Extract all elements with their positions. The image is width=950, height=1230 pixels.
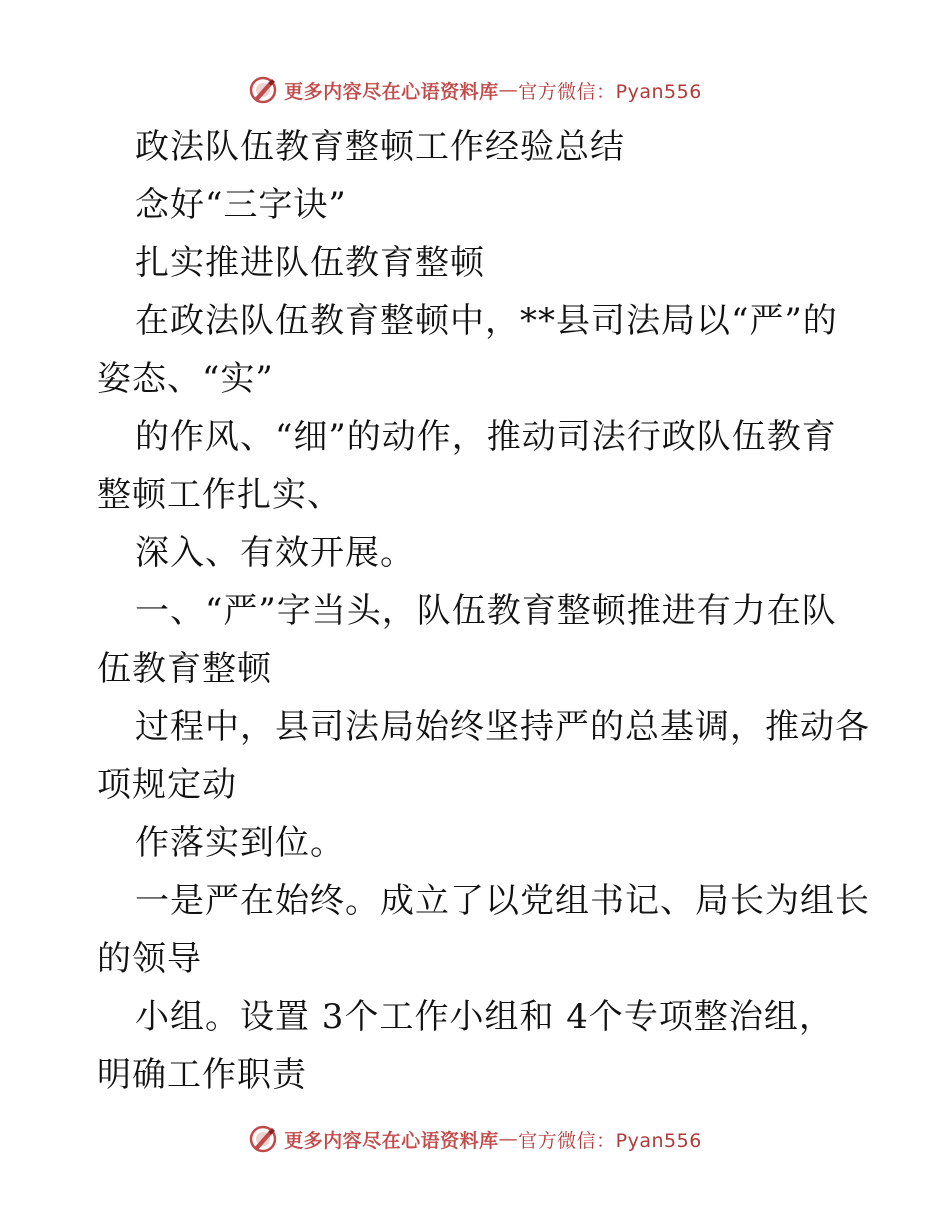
document-body [97,118,870,1104]
text-line: 姿态、“实” [97,359,274,399]
text-line: 小组。设置 3个工作小组和 4个专项整治组， [135,997,834,1037]
watermark-wechat-text: 官方微信：Pyan556 [518,1129,702,1152]
pen-logo-icon [248,1124,278,1154]
watermark-separator: — [498,79,519,101]
footer-watermark [0,1121,950,1157]
text-line: 作落实到位。 [135,823,345,863]
text-line: 扎实推进队伍教育整顿 [135,243,485,283]
text-line: 在政法队伍教育整顿中，**县司法局以“严”的 [135,301,838,341]
watermark-separator: — [498,1128,519,1150]
text-line: 明确工作职责 [97,1055,307,1095]
text-line: 一是严在始终。成立了以党组书记、局长为组长 [135,881,870,921]
text-line: 过程中，县司法局始终坚持严的总基调，推动各 [135,707,870,747]
text-line: 项规定动 [97,765,237,805]
text-line: 整顿工作扎实、 [97,475,342,515]
watermark-main-text: 更多内容尽在心语资料库 [284,1129,499,1152]
text-line: 政法队伍教育整顿工作经验总结 [135,127,625,167]
text-line: 伍教育整顿 [97,649,272,689]
text-line: 念好“三字诀” [135,185,347,225]
watermark-main-text: 更多内容尽在心语资料库 [284,80,499,103]
text-line: 深入、有效开展。 [135,533,415,573]
text-line: 一、“严”字当头，队伍教育整顿推进有力在队 [135,591,837,631]
watermark-wechat-text: 官方微信：Pyan556 [518,80,702,103]
pen-logo-icon [248,75,278,105]
text-line: 的领导 [97,939,202,979]
header-watermark [0,72,950,108]
text-line: 的作风、“细”的动作，推动司法行政队伍教育 [135,417,837,457]
